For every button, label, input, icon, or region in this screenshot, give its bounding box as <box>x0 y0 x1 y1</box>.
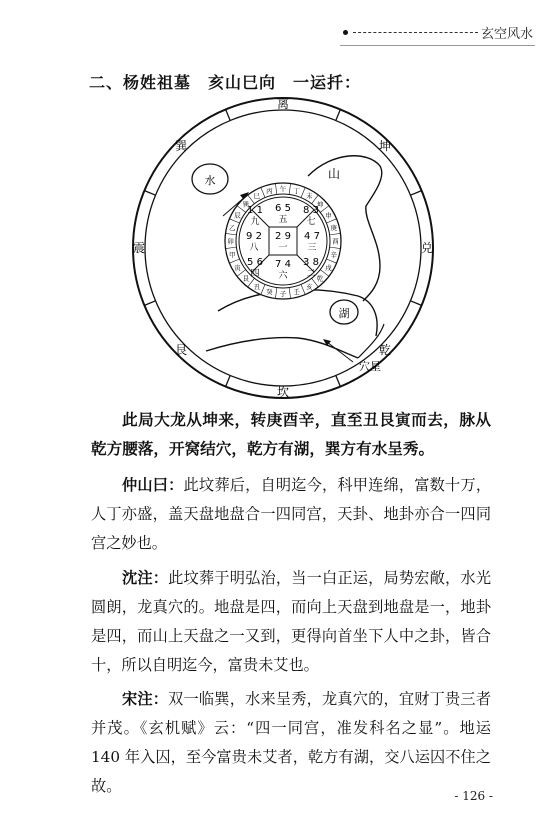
ring-char: 卯 <box>227 237 234 246</box>
palace-period: 九 <box>250 217 260 227</box>
paragraph-label: 宋注： <box>122 690 169 708</box>
burial-arrow-line <box>327 342 353 362</box>
palace-stars: 7 4 <box>275 259 291 270</box>
outer-label-bottom-right: 乾 <box>378 342 391 357</box>
ring-char: 辰 <box>234 211 241 220</box>
section-title: 二、杨姓祖墓 亥山巳向 一运扦： <box>89 73 362 92</box>
compass-plate <box>225 183 341 299</box>
outer-label-top-left: 巽 <box>175 139 188 154</box>
running-header <box>343 22 533 42</box>
lake-label: 湖 <box>338 307 350 320</box>
palace-stars: 2 9 <box>275 231 291 242</box>
ring-char: 巽 <box>242 200 250 209</box>
palace-stars: 1 1 <box>247 205 263 216</box>
paragraph-intro: 此局大龙从坤来，转庚酉辛，直至丑艮寅而去，脉从乾方腰落，开窝结穴，乾方有湖，巽方有水呈秀。 <box>91 410 491 458</box>
outer-label-top: 离 <box>276 97 290 111</box>
palace-period: 六 <box>278 271 288 281</box>
ring-char: 酉 <box>332 237 339 246</box>
ring-char: 壬 <box>293 288 300 297</box>
palace-period: 五 <box>278 215 288 225</box>
ring-char: 子 <box>279 290 287 298</box>
outer-label-left: 震 <box>132 241 146 255</box>
sector-tick <box>410 191 421 196</box>
ring-char: 甲 <box>229 251 236 260</box>
page-number: - 126 - <box>454 789 493 803</box>
palace-stars: 4 7 <box>304 231 320 242</box>
sector-tick <box>410 301 421 306</box>
sector-tick <box>336 109 341 120</box>
ring-char: 庚 <box>330 223 337 232</box>
ring-char: 丙 <box>266 186 273 195</box>
ring-char: 丑 <box>253 282 260 291</box>
palace-stars: 3 8 <box>303 257 319 268</box>
palace-stars: 5 6 <box>247 257 263 268</box>
sector-tick <box>144 301 155 306</box>
sector-tick <box>336 375 341 386</box>
mountain-label: 山 <box>327 167 341 181</box>
water-label: 水 <box>204 174 216 187</box>
ring-char: 癸 <box>266 288 273 297</box>
ring-char: 巳 <box>253 192 260 201</box>
ring-char: 辛 <box>330 251 337 260</box>
palace-period: 一 <box>278 243 288 253</box>
ring-char: 未 <box>306 192 313 201</box>
palace-period: 四 <box>250 269 260 279</box>
sector-tick <box>226 375 231 386</box>
header-underline <box>340 45 535 46</box>
ring-char: 乙 <box>229 223 236 232</box>
palace-period: 八 <box>249 243 259 253</box>
outer-label-top-right: 坤 <box>378 139 391 154</box>
burial-arrow-head <box>323 339 331 346</box>
ring-char: 午 <box>279 185 287 193</box>
paragraph-text: 双一临巽，水来呈秀，龙真穴的，宜财丁贵三者并茂。《玄机赋》云：“四一同宫，准发科名之显”。地运 140 年入囚，至今富贵未艾者，乾方有湖，交八运囚不住之故。 <box>91 690 492 795</box>
paragraph-text: 此坟葬后，自明迄今，科甲连绵，富数十万，人丁亦盛，盖天盘地盘合一四同宫，天卦、地卦亦合一四同宫之妙也。 <box>91 476 492 552</box>
paragraph-song <box>91 685 491 801</box>
paragraph-shen <box>91 564 491 680</box>
palace-stars: 8 3 <box>303 205 319 216</box>
sector-tick <box>144 191 155 196</box>
ring-char: 乾 <box>316 274 324 283</box>
burial-spot-label: 穴星 <box>359 360 381 373</box>
palace-stars: 9 2 <box>246 231 262 242</box>
paragraph-label: 沈注： <box>122 569 169 587</box>
sector-tick <box>226 109 231 120</box>
ring-char: 艮 <box>242 274 250 283</box>
outer-label-right: 兑 <box>420 241 434 255</box>
palace-period: 七 <box>306 217 316 227</box>
dashed-rule <box>353 32 478 33</box>
palace-stars: 6 5 <box>275 203 291 214</box>
ring-char: 寅 <box>234 263 241 272</box>
palace-period: 三 <box>307 243 317 253</box>
ring-char: 丁 <box>293 186 300 195</box>
outer-label-bottom-left: 艮 <box>175 342 188 357</box>
feng-shui-diagram <box>118 96 448 406</box>
header-title: 玄空风水 <box>480 26 533 42</box>
paragraph-zhongshan <box>91 471 491 558</box>
ring-char: 亥 <box>306 282 313 291</box>
outer-label-bottom: 坎 <box>276 385 290 399</box>
ring-char: 坤 <box>316 200 324 209</box>
paragraph-label: 仲山曰： <box>122 476 184 494</box>
palace-period: 二 <box>306 269 316 279</box>
ring-char: 申 <box>325 211 332 220</box>
ring-char: 戌 <box>325 263 332 272</box>
bullet-dot <box>343 30 348 35</box>
paragraph-text: 此坟葬于明弘治，当一白正运，局势宏敞，水光圆朗，龙真穴的。地盘是四，而向上天盘到地盘是一，地卦是四，而山上天盘之一又到，更得向首坐下人中之卦，皆合十，所以自明迄今，富贵未艾也。 <box>91 569 492 674</box>
